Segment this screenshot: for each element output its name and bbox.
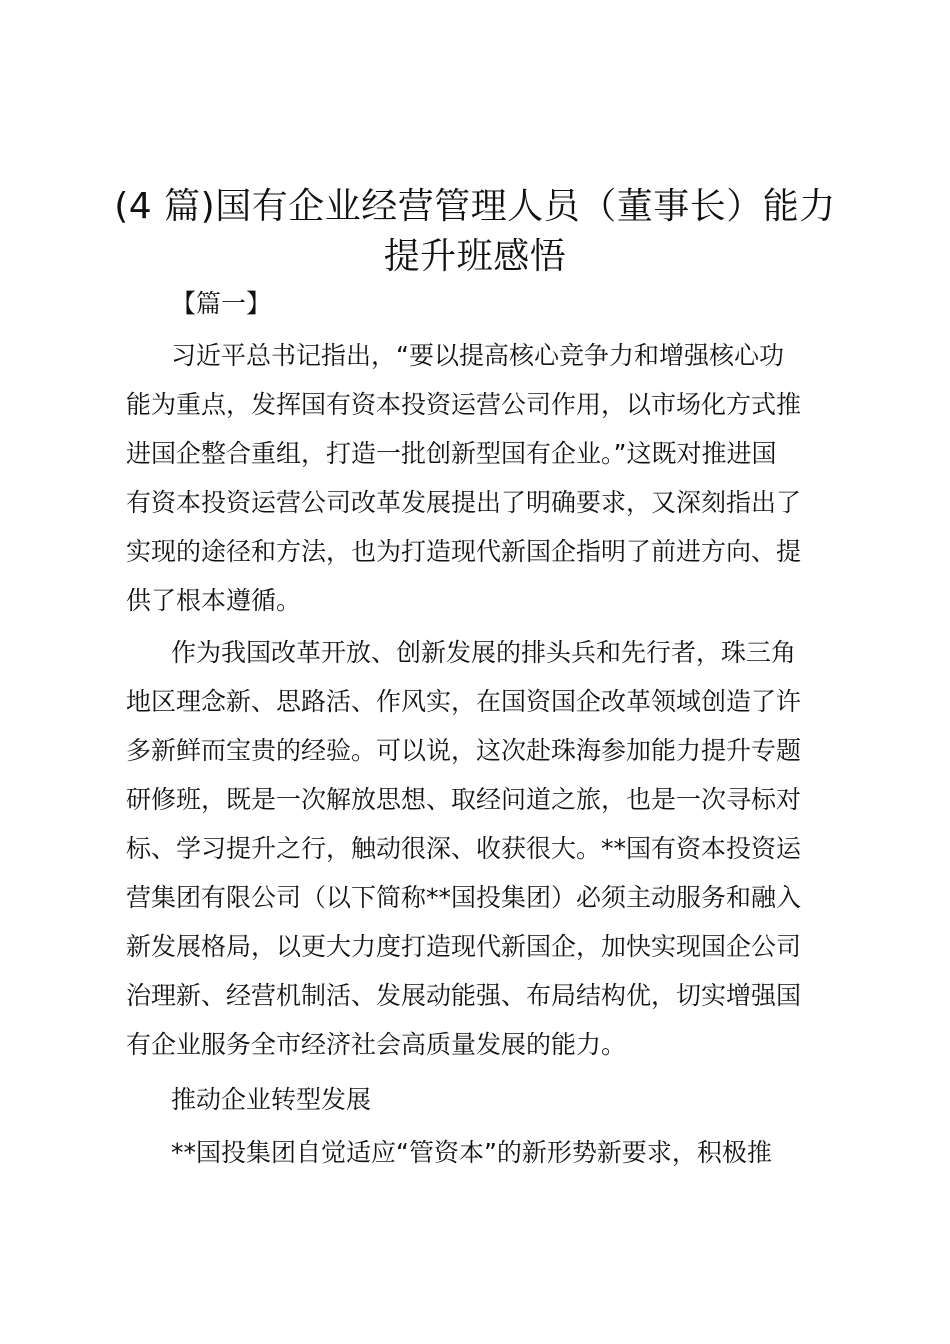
paragraph-2-line-5: 标、学习提升之行，触动很深、收获很大。**国有资本投资运 (126, 834, 802, 863)
paragraph-1-line-4: 有资本投资运营公司改革发展提出了明确要求，又深刻指出了 (126, 488, 802, 517)
document-title-line-1: (4 篇)国有企业经营管理人员（董事长）能力 (114, 186, 836, 227)
paragraph-3-line-1: **国投集团自觉适应“管资本”的新形势新要求，积极推 (171, 1138, 772, 1167)
paragraph-2-line-4: 研修班，既是一次解放思想、取经问道之旅，也是一次寻标对 (126, 785, 802, 814)
subheading: 推动企业转型发展 (171, 1085, 372, 1114)
document-title-line-2: 提升班感悟 (383, 236, 567, 277)
paragraph-1-line-2: 能为重点，发挥国有资本投资运营公司作用，以市场化方式推 (126, 390, 802, 419)
paragraph-1-line-3: 进国企整合重组，打造一批创新型国有企业。”这既对推进国 (126, 439, 777, 468)
paragraph-2-line-6: 营集团有限公司（以下简称**国投集团）必须主动服务和融入 (126, 883, 802, 912)
paragraph-1-line-1: 习近平总书记指出，“要以提高核心竞争力和增强核心功 (171, 341, 784, 370)
paragraph-2-line-7: 新发展格局，以更大力度打造现代新国企，加快实现国企公司 (126, 932, 802, 961)
paragraph-2-line-1: 作为我国改革开放、创新发展的排头兵和先行者，珠三角 (171, 638, 797, 667)
paragraph-2-line-9: 有企业服务全市经济社会高质量发展的能力。 (126, 1030, 627, 1059)
paragraph-2-line-2: 地区理念新、思路活、作风实，在国资国企改革领域创造了许 (126, 687, 802, 716)
paragraph-1-line-5: 实现的途径和方法，也为打造现代新国企指明了前进方向、提 (126, 537, 802, 566)
paragraph-2-line-8: 治理新、经营机制活、发展动能强、布局结构优，切实增强国 (126, 981, 802, 1010)
paragraph-2-line-3: 多新鲜而宝贵的经验。可以说，这次赴珠海参加能力提升专题 (126, 736, 802, 765)
paragraph-1-line-6: 供了根本遵循。 (126, 586, 302, 615)
section-heading: 【篇一】 (171, 289, 272, 318)
